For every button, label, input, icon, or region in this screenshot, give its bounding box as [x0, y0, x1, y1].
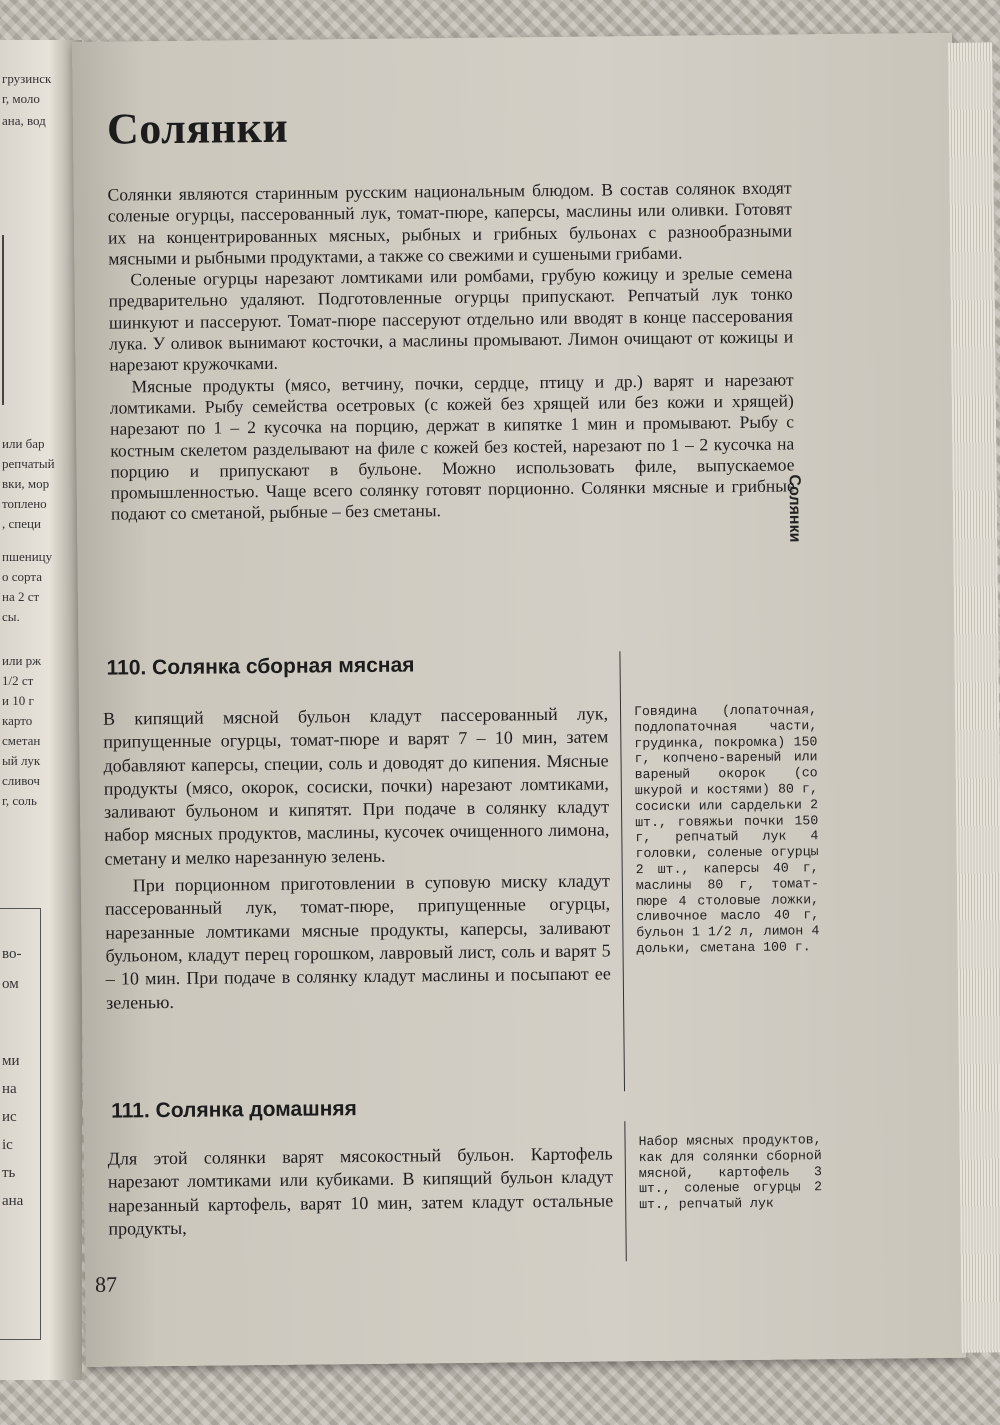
left-fragment: топлено: [2, 496, 47, 511]
recipe-111-ingredients: Набор мясных продуктов, как для солянки сборной мясной, картофель 3 шт., соленые огурцы 2 шт., репчатый лук: [638, 1132, 823, 1213]
left-fragment: 1/2 ст: [2, 673, 34, 688]
intro-paragraph: Солянки являются старинным русским национальным блюдом. В состав солянок входят соленые огурцы, пассерованный лук, томат-пюре, каперсы, маслины или оливки. Готовят их на концентрированных мясных, рыбных и грибных бульонах с разнообразными мясными и рыбными продуктами, а также со свежими и сушеными грибами.: [107, 177, 793, 269]
illustration-fragment: [2, 235, 52, 405]
left-fragment: ом: [2, 976, 19, 992]
left-fragment: или рж: [2, 653, 42, 668]
left-fragment: на: [2, 1081, 17, 1097]
page-number: 87: [94, 1271, 118, 1297]
running-head: Солянки: [785, 474, 804, 543]
left-fragment: г, моло: [2, 91, 40, 106]
left-fragment: во-: [2, 946, 22, 962]
recipe-paragraph: В кипящий мясной бульон кладут пассерованный лук, припущенные огурцы, томат-пюре и варят 7 – 10 мин, затем добавляют каперсы, специи, соль и доводят до кипения. Мясные продукты (мясо, окорок, сосиски, почки) нарезают ломтиками, заливают бульоном и кипятят. При подаче в солянку кладут набор мясных продуктов, маслины, кусочек очищенного лимона, сметану и мелко нарезанную зелень.: [102, 703, 610, 869]
recipe-110-title: 110. Солянка сборная мясная: [106, 653, 415, 680]
recipe-111-title: 111. Солянка домашняя: [111, 1097, 357, 1123]
left-fragment: , специ: [2, 516, 41, 531]
left-fragment: сы.: [2, 609, 20, 624]
left-fragment: ана, вод: [2, 113, 46, 128]
recipe-paragraph: При порционном приготовлении в суповую миску кладут пассерованный лук, томат-пюре, припущенные огурцы, нарезанные ломтиками мясные продукты, каперсы, заливают бульоном, кладут перец горошком, лавровый лист, соль и варят 5 – 10 мин. При подаче в солянку кладут маслины и посыпают ее зеленью.: [104, 870, 611, 1013]
column-divider: [619, 651, 625, 1091]
intro-paragraph: Соленые огурцы нарезают ломтиками или ромбами, грубую кожицу и зрелые семена предварительно удаляют. Подготовленные огурцы припускают. Репчатый лук тонко шинкуют и пассеруют. Томат-пюре пассеруют отдельно или вводят в конце пассерования лука. У оливок вынимают косточки, а маслины промывают. Лимон очищают от кожицы и нарезают кружочками.: [108, 262, 794, 376]
left-fragment: карто: [2, 713, 33, 728]
left-fragment: ый лук: [2, 753, 41, 768]
page-title: Солянки: [106, 102, 289, 154]
left-fragment: ть: [2, 1165, 16, 1181]
left-fragment: репчатый: [2, 456, 55, 471]
left-fragment: на 2 ст: [2, 589, 40, 604]
left-fragment: сливоч: [2, 773, 40, 788]
recipe-paragraph: Для этой солянки варят мясокостный бульон. Картофель нарезают ломтиками или кубиками. В кипящий бульон кладут нарезанный картофель, варят 10 мин, затем кладут остальные продукты,: [107, 1143, 614, 1239]
left-fragment: ми: [2, 1053, 20, 1069]
left-fragment: ic: [2, 1137, 13, 1153]
book-page: [72, 33, 966, 1367]
intro-paragraph: Мясные продукты (мясо, ветчину, почки, сердце, птицу и др.) варят и нарезают ломтиками. Рыбу семейства осетровых (с кожей без хрящей или без кожи и хрящей) нарезают по 1 – 2 кусочка на порцию, держат в кипятке 1 мин и промывают. Рыбу с костным скелетом разделывают на филе с кожей без костей, нарезают по 1 – 2 кусочка на порцию и припускают в бульоне. Можно использовать филе, выпускаемое промышленностью. Чаще всего солянку готовят порционно. Солянки мясные и грибные подают со сметаной, рыбные – без сметаны.: [109, 369, 795, 525]
recipe-110-text: [103, 702, 611, 1014]
left-fragment: ана: [2, 1193, 24, 1209]
left-fragment: или бар: [2, 436, 45, 451]
left-fragment: о сорта: [2, 569, 42, 584]
left-fragment: сметан: [2, 733, 41, 748]
left-fragment: г, соль: [2, 793, 37, 808]
left-fragment: ис: [2, 1109, 17, 1125]
left-fragment: вки, мор: [2, 476, 50, 491]
left-fragment: и 10 г: [2, 693, 34, 708]
intro-text: [107, 177, 795, 525]
left-fragment: пшеницу: [2, 549, 53, 564]
column-divider: [624, 1121, 626, 1261]
page-stack-edge: [948, 42, 1000, 1352]
recipe-110-ingredients: Говядина (лопаточная, подлопаточная части, грудинка, покромка) 150 г, копчено-вареный или вареный окорок (со шкурой и костями) 80 г, сосиски или сардельки 2 шт., говяжьи почки 150 г, репчатый лук 4 головки, соленые огурцы 2 шт., каперсы 40 г, маслины 80 г, томат-пюре 4 столовые ложки, сливочное масло 40 г, бульон 1 1/2 л, лимон 4 дольки, сметана 100 г.: [633, 702, 820, 957]
left-page-edge: [0, 40, 82, 1380]
recipe-111-text: [108, 1142, 614, 1240]
left-fragment: грузинск: [2, 71, 52, 86]
